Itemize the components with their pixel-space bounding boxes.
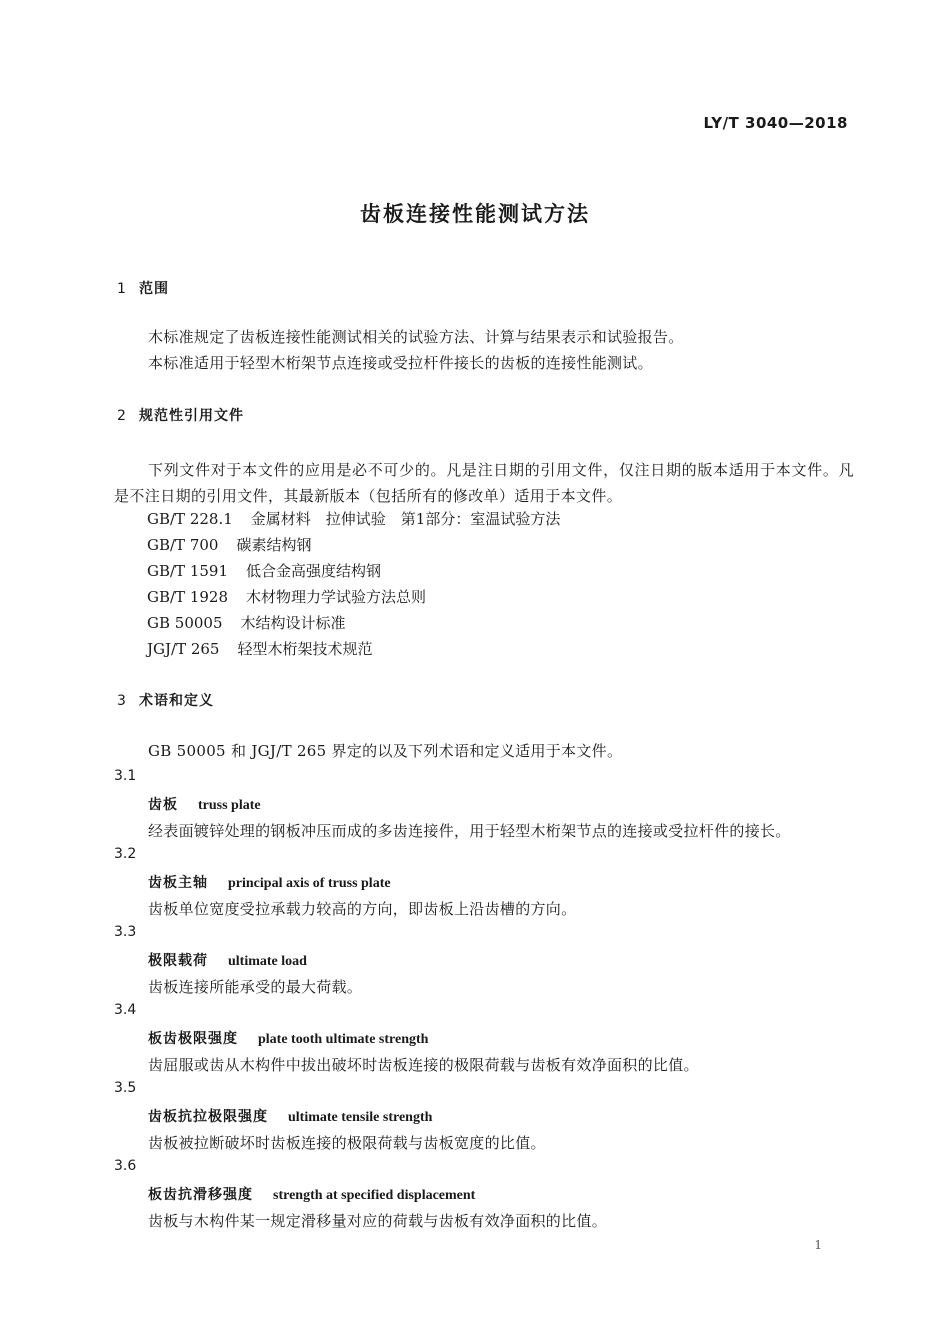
reference-code: JGJ/T 265 — [147, 640, 220, 658]
paragraph: GB 50005 和 JGJ/T 265 界定的以及下列术语和定义适用于本文件。 — [148, 742, 623, 760]
section-number: 2 — [117, 408, 126, 424]
term-en: principal axis of truss plate — [228, 876, 391, 891]
reference-name: 轻型木桁架技术规范 — [237, 640, 373, 658]
reference-code: GB/T 228.1 — [147, 510, 233, 528]
term-definition: 齿板与木构件某一规定滑移量对应的荷载与齿板有效净面积的比值。 — [148, 1212, 608, 1230]
term-definition: 齿板单位宽度受拉承载力较高的方向，即齿板上沿齿槽的方向。 — [148, 900, 577, 918]
term-en: strength at specified displacement — [273, 1188, 476, 1203]
section-number: 3 — [117, 693, 126, 709]
reference-item — [147, 506, 560, 532]
section-heading-normative-references — [117, 405, 244, 425]
term-definition: 齿屈服或齿从木构件中拔出破坏时齿板连接的极限荷载与齿板有效净面积的比值。 — [148, 1056, 699, 1074]
paragraph: 下列文件对于本文件的应用是必不可少的。凡是注日期的引用文件，仅注日期的版本适用于本文件。凡是不注日期的引用文件，其最新版本（包括所有的修改单）适用于本文件。 — [114, 461, 854, 505]
term-heading — [148, 872, 391, 892]
term-en: plate tooth ultimate strength — [258, 1032, 429, 1047]
paragraph: 木标准规定了齿板连接性能测试相关的试验方法、计算与结果表示和试验报告。 — [148, 328, 684, 346]
section-heading-terms-and-definitions — [117, 690, 214, 710]
term-number: 3.5 — [114, 1080, 137, 1096]
term-en: truss plate — [198, 798, 261, 813]
term-zh: 齿板主轴 — [148, 875, 208, 891]
reference-code: GB/T 700 — [147, 536, 219, 554]
page-number: 1 — [814, 1238, 822, 1252]
section-heading-scope — [117, 278, 169, 298]
reference-code: GB 50005 — [147, 614, 223, 632]
term-number: 3.3 — [114, 924, 137, 940]
paragraph: 本标准适用于轻型木桁架节点连接或受拉杆件接长的齿板的连接性能测试。 — [148, 354, 653, 372]
term-heading — [148, 794, 261, 814]
section-title: 规范性引用文件 — [139, 408, 244, 424]
section-title: 范围 — [139, 281, 169, 297]
reference-item — [147, 610, 560, 636]
standard-number: LY/T 3040—2018 — [703, 114, 848, 132]
term-number: 3.4 — [114, 1002, 137, 1018]
reference-list — [147, 506, 560, 662]
reference-item — [147, 584, 560, 610]
term-definition: 经表面镀锌处理的钢板冲压而成的多齿连接件，用于轻型木桁架节点的连接或受拉杆件的接长。 — [148, 822, 791, 840]
term-zh: 板齿抗滑移强度 — [148, 1187, 253, 1203]
reference-name: 金属材料 拉伸试验 第1部分：室温试验方法 — [250, 510, 561, 528]
reference-code: GB/T 1591 — [147, 562, 229, 580]
document-title: 齿板连接性能测试方法 — [360, 202, 590, 226]
term-number: 3.6 — [114, 1158, 137, 1174]
reference-name: 木结构设计标准 — [240, 614, 346, 632]
term-en: ultimate load — [228, 954, 307, 969]
reference-name: 碳素结构钢 — [236, 536, 312, 554]
term-heading — [148, 1184, 475, 1204]
term-heading — [148, 950, 307, 970]
reference-item — [147, 558, 560, 584]
reference-code: GB/T 1928 — [147, 588, 229, 606]
term-number: 3.2 — [114, 846, 137, 862]
term-zh: 极限载荷 — [148, 953, 208, 969]
section-title: 术语和定义 — [139, 693, 214, 709]
term-zh: 齿板抗拉极限强度 — [148, 1109, 268, 1125]
term-zh: 板齿极限强度 — [148, 1031, 238, 1047]
term-definition: 齿板连接所能承受的最大荷载。 — [148, 978, 363, 996]
reference-item — [147, 532, 560, 558]
reference-item — [147, 636, 560, 662]
term-en: ultimate tensile strength — [288, 1110, 433, 1125]
term-number: 3.1 — [114, 768, 137, 784]
section-number: 1 — [117, 281, 126, 297]
term-heading — [148, 1028, 428, 1048]
reference-name: 低合金高强度结构钢 — [246, 562, 382, 580]
reference-name: 木材物理力学试验方法总则 — [246, 588, 427, 606]
term-zh: 齿板 — [148, 797, 178, 813]
term-definition: 齿板被拉断破坏时齿板连接的极限荷载与齿板宽度的比值。 — [148, 1134, 546, 1152]
term-heading — [148, 1106, 432, 1126]
